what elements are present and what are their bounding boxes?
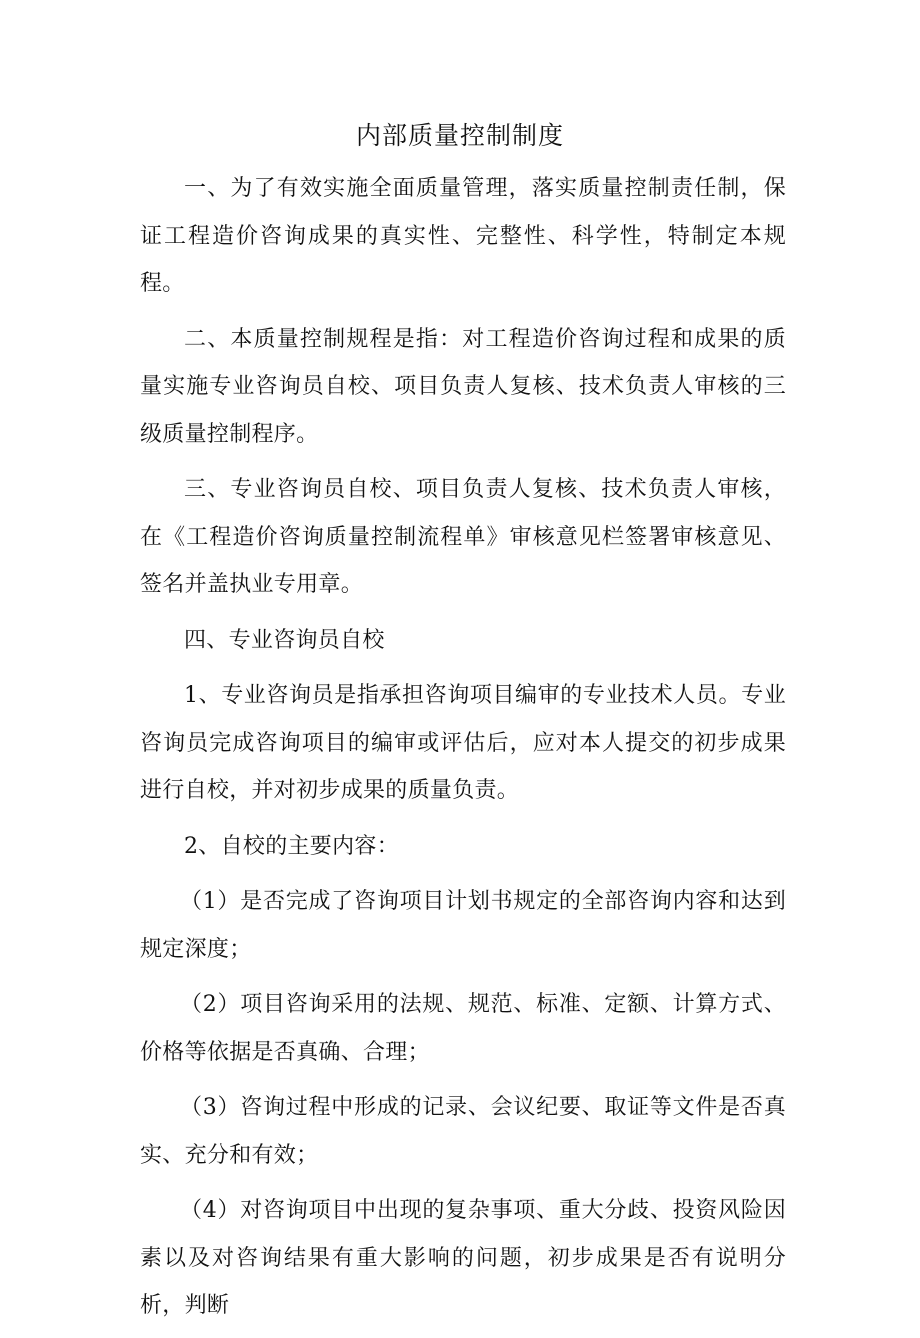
paragraph-4-heading: 四、专业咨询员自校 xyxy=(184,627,385,653)
paragraph-3: 三、专业咨询员自校、项目负责人复核、技术负责人审核，在《工程造价咨询质量控制流程单》审核意见栏签署审核意见、签名并盖执业专用章。 xyxy=(140,477,786,597)
paragraph-5: 1、专业咨询员是指承担咨询项目编审的专业技术人员。专业咨询员完成咨询项目的编审或评估后，应对本人提交的初步成果进行自校，并对初步成果的质量负责。 xyxy=(140,683,786,803)
paragraph-2: 二、本质量控制规程是指：对工程造价咨询过程和成果的质量实施专业咨询员自校、项目负责人复核、技术负责人审核的三级质量控制程序。 xyxy=(140,326,786,447)
paragraph-7: （1）是否完成了咨询项目计划书规定的全部咨询内容和达到规定深度； xyxy=(140,889,786,962)
paragraph-6: 2、自校的主要内容： xyxy=(184,833,399,859)
document-body xyxy=(140,165,786,1338)
paragraph-8: （2）项目咨询采用的法规、规范、标准、定额、计算方式、价格等依据是否真确、合理； xyxy=(140,992,786,1065)
paragraph-10: （4）对咨询项目中出现的复杂事项、重大分歧、投资风险因素以及对咨询结果有重大影响的问题，初步成果是否有说明分析，判断 xyxy=(140,1198,786,1318)
paragraph-1: 一、为了有效实施全面质量管理，落实质量控制责任制，保证工程造价咨询成果的真实性、完整性、科学性，特制定本规程。 xyxy=(140,176,786,296)
document-title: 内部质量控制制度 xyxy=(355,121,564,150)
paragraph-9: （3）咨询过程中形成的记录、会议纪要、取证等文件是否真实、充分和有效； xyxy=(140,1095,786,1168)
